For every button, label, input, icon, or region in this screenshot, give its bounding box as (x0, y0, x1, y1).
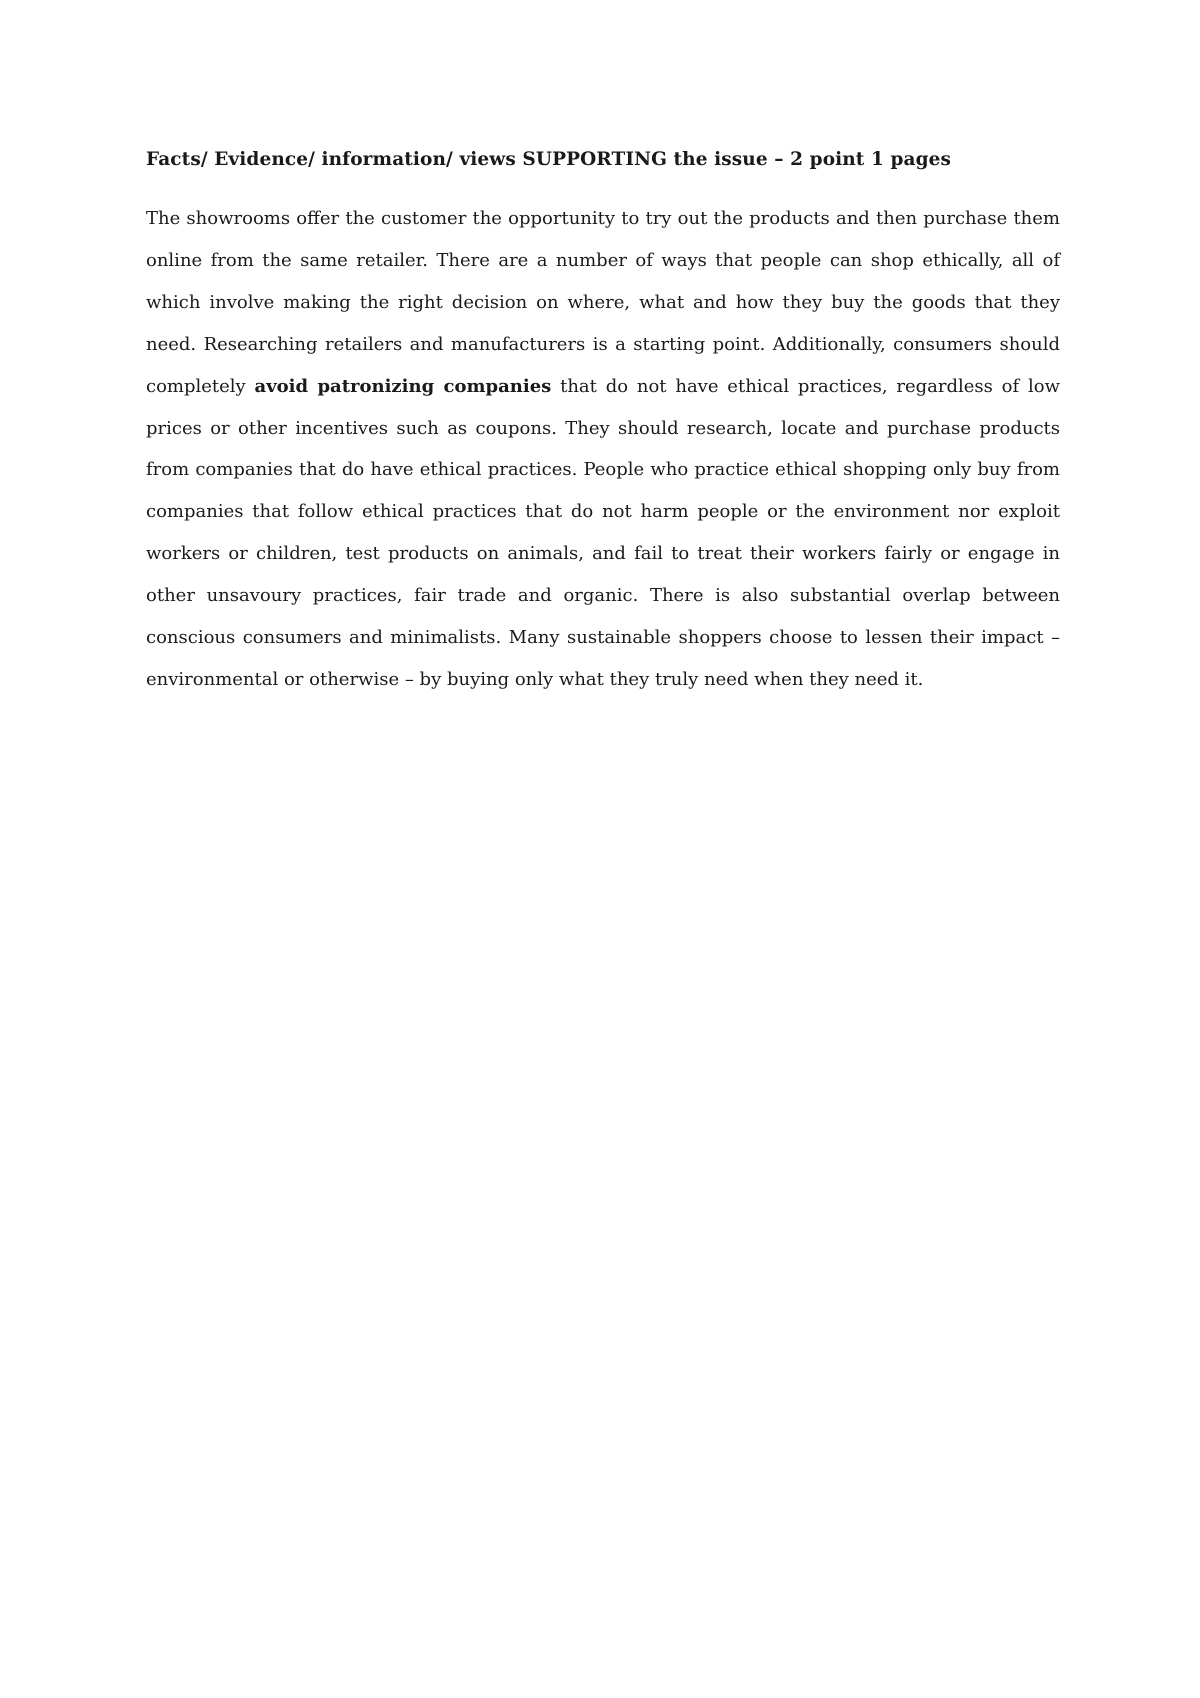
page-content (146, 146, 1060, 701)
paragraph-text-after-emphasis: that do not have ethical practices, regardless of low prices or other incentives such as coupons. They should research, locate and purchase products from companies that do have ethical practices. People who practice ethical shopping only buy from companies that follow ethical practices that do not harm people or the environment nor exploit workers or children, test products on animals, and fail to treat their workers fairly or engage in other unsavoury practices, fair trade and organic. There is also substantial overlap between conscious consumers and minimalists. Many sustainable shoppers choose to lessen their impact – environmental or otherwise – by buying only what they truly need when they need it. (146, 375, 1060, 690)
emphasized-phrase: avoid patronizing companies (254, 375, 552, 397)
section-heading: Facts/ Evidence/ information/ views SUPPORTING the issue – 2 point 1 pages (146, 149, 952, 170)
paragraph-text-before-emphasis: The showrooms offer the customer the opportunity to try out the products and then purchase them online from the same retailer. There are a number of ways that people can shop ethically, all of which involve making the right decision on where, what and how they buy the goods that they need. Researching retailers and manufacturers is a starting point. Additionally, consumers should completely (146, 208, 1060, 397)
body-paragraph (146, 198, 1060, 701)
